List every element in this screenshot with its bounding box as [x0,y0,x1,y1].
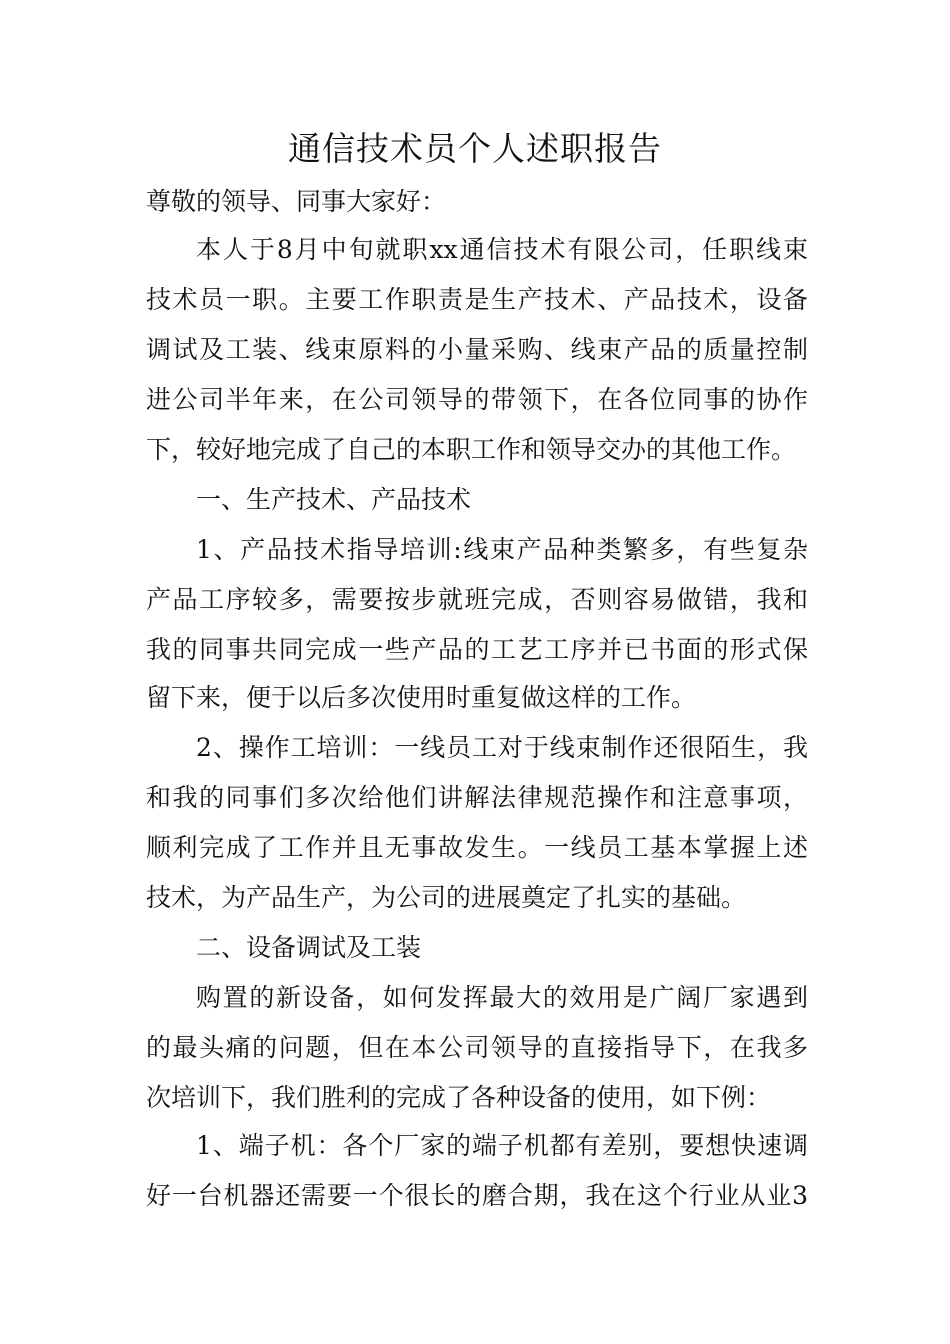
paragraph-line: 好一台机器还需要一个很长的磨合期，我在这个行业从业3 [146,1181,808,1210]
paragraph-line: 次培训下，我们胜利的完成了各种设备的使用，如下例： [146,1083,772,1112]
paragraph-line: 和我的同事们多次给他们讲解法律规范操作和注意事项， [146,783,808,812]
salutation-line: 尊敬的领导、同事大家好： [146,187,447,216]
paragraph-line: 进公司半年来，在公司领导的带领下，在各位同事的协作 [146,385,808,414]
paragraph-line: 下，较好地完成了自己的本职工作和领导交办的其他工作。 [146,435,797,464]
paragraph-line: 1、产品技术指导培训:线束产品种类繁多，有些复杂 [196,535,808,564]
paragraph-line: 本人于8月中旬就职xx通信技术有限公司，任职线束 [196,235,808,264]
paragraph-line: 技术员一职。主要工作职责是生产技术、产品技术，设备 [146,285,808,314]
section-heading: 一、生产技术、产品技术 [196,485,472,514]
paragraph-line: 产品工序较多，需要按步就班完成，否则容易做错，我和 [146,585,808,614]
paragraph-line: 的最头痛的问题，但在本公司领导的直接指导下，在我多 [146,1033,808,1062]
paragraph-line: 我的同事共同完成一些产品的工艺工序并已书面的形式保 [146,635,808,664]
paragraph-line: 留下来，便于以后多次使用时重复做这样的工作。 [146,683,697,712]
paragraph-line: 顺利完成了工作并且无事故发生。一线员工基本掌握上述 [146,833,808,862]
section-heading: 二、设备调试及工装 [196,933,422,962]
document-title: 通信技术员个人述职报告 [288,129,662,168]
paragraph-line: 1、端子机：各个厂家的端子机都有差别，要想快速调 [196,1131,808,1160]
paragraph-line: 调试及工装、线束原料的小量采购、线束产品的质量控制 [146,335,808,364]
paragraph-line: 技术，为产品生产，为公司的进展奠定了扎实的基础。 [146,883,747,912]
paragraph-line: 购置的新设备，如何发挥最大的效用是广阔厂家遇到 [196,983,808,1012]
paragraph-line: 2、操作工培训：一线员工对于线束制作还很陌生，我 [196,733,808,762]
